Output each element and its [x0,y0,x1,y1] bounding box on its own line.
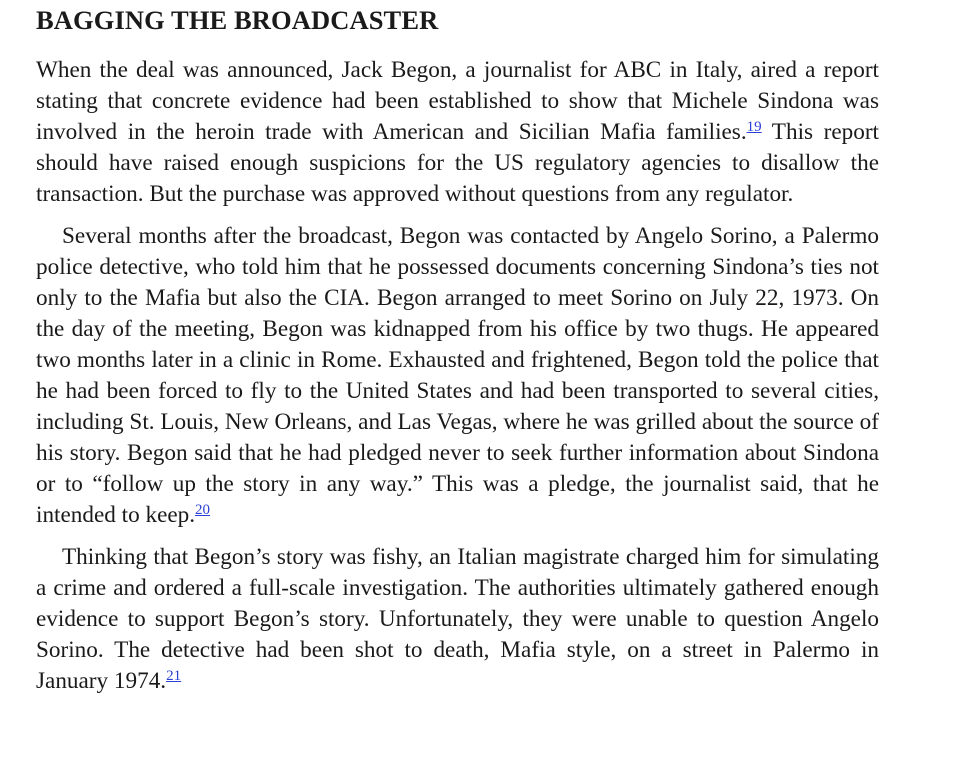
footnote-link-21[interactable]: 21 [166,668,182,684]
footnote-link-20[interactable]: 20 [195,502,211,518]
footnote-link-19[interactable]: 19 [746,119,762,135]
section-heading: BAGGING THE BROADCASTER [36,5,439,35]
paragraph-1 [36,55,879,210]
article [36,0,879,697]
paragraph-1-text: When the deal was announced, Jack Begon, a journalist for ABC in Italy, aired a report stating that concrete evidence had been established to show that Michele Sindona was involved in the heroin trade with American and Sicilian Mafia families. [36,57,879,145]
paragraph-2 [36,221,879,531]
paragraph-3 [36,542,879,697]
paragraph-2-text: Several months after the broadcast, Begon was contacted by Angelo Sorino, a Palermo police detective, who told him that he possessed documents concerning Sindona’s ties not only to the Mafia but also the CIA. Begon arranged to meet Sorino on July 22, 1973. On the day of the meeting, Begon was kidnapped from his office by two thugs. He appeared two months later in a clinic in Rome. Exhausted and frightened, Begon told the police that he had been forced to fly to the United States and had been transported to several cities, including St. Louis, New Orleans, and Las Vegas, where he was grilled about the source of his story. Begon said that he had pledged never to seek further information about Sindona or to “follow up the story in any way.” This was a pledge, the journalist said, that he intended to keep. [36,223,879,528]
paragraph-3-text: Thinking that Begon’s story was fishy, an Italian magistrate charged him for simulating a crime and ordered a full-scale investigation. The authorities ultimately gathered enough evidence to support Begon’s story. Unfortunately, they were unable to question Angelo Sorino. The detective had been shot to death, Mafia style, on a street in Palermo in January 1974. [36,544,879,694]
paragraph-1-text-continued: This report should have raised enough suspicions for the US regulatory agencies to disallow the transaction. But the purchase was approved without questions from any regulator. [36,119,879,207]
